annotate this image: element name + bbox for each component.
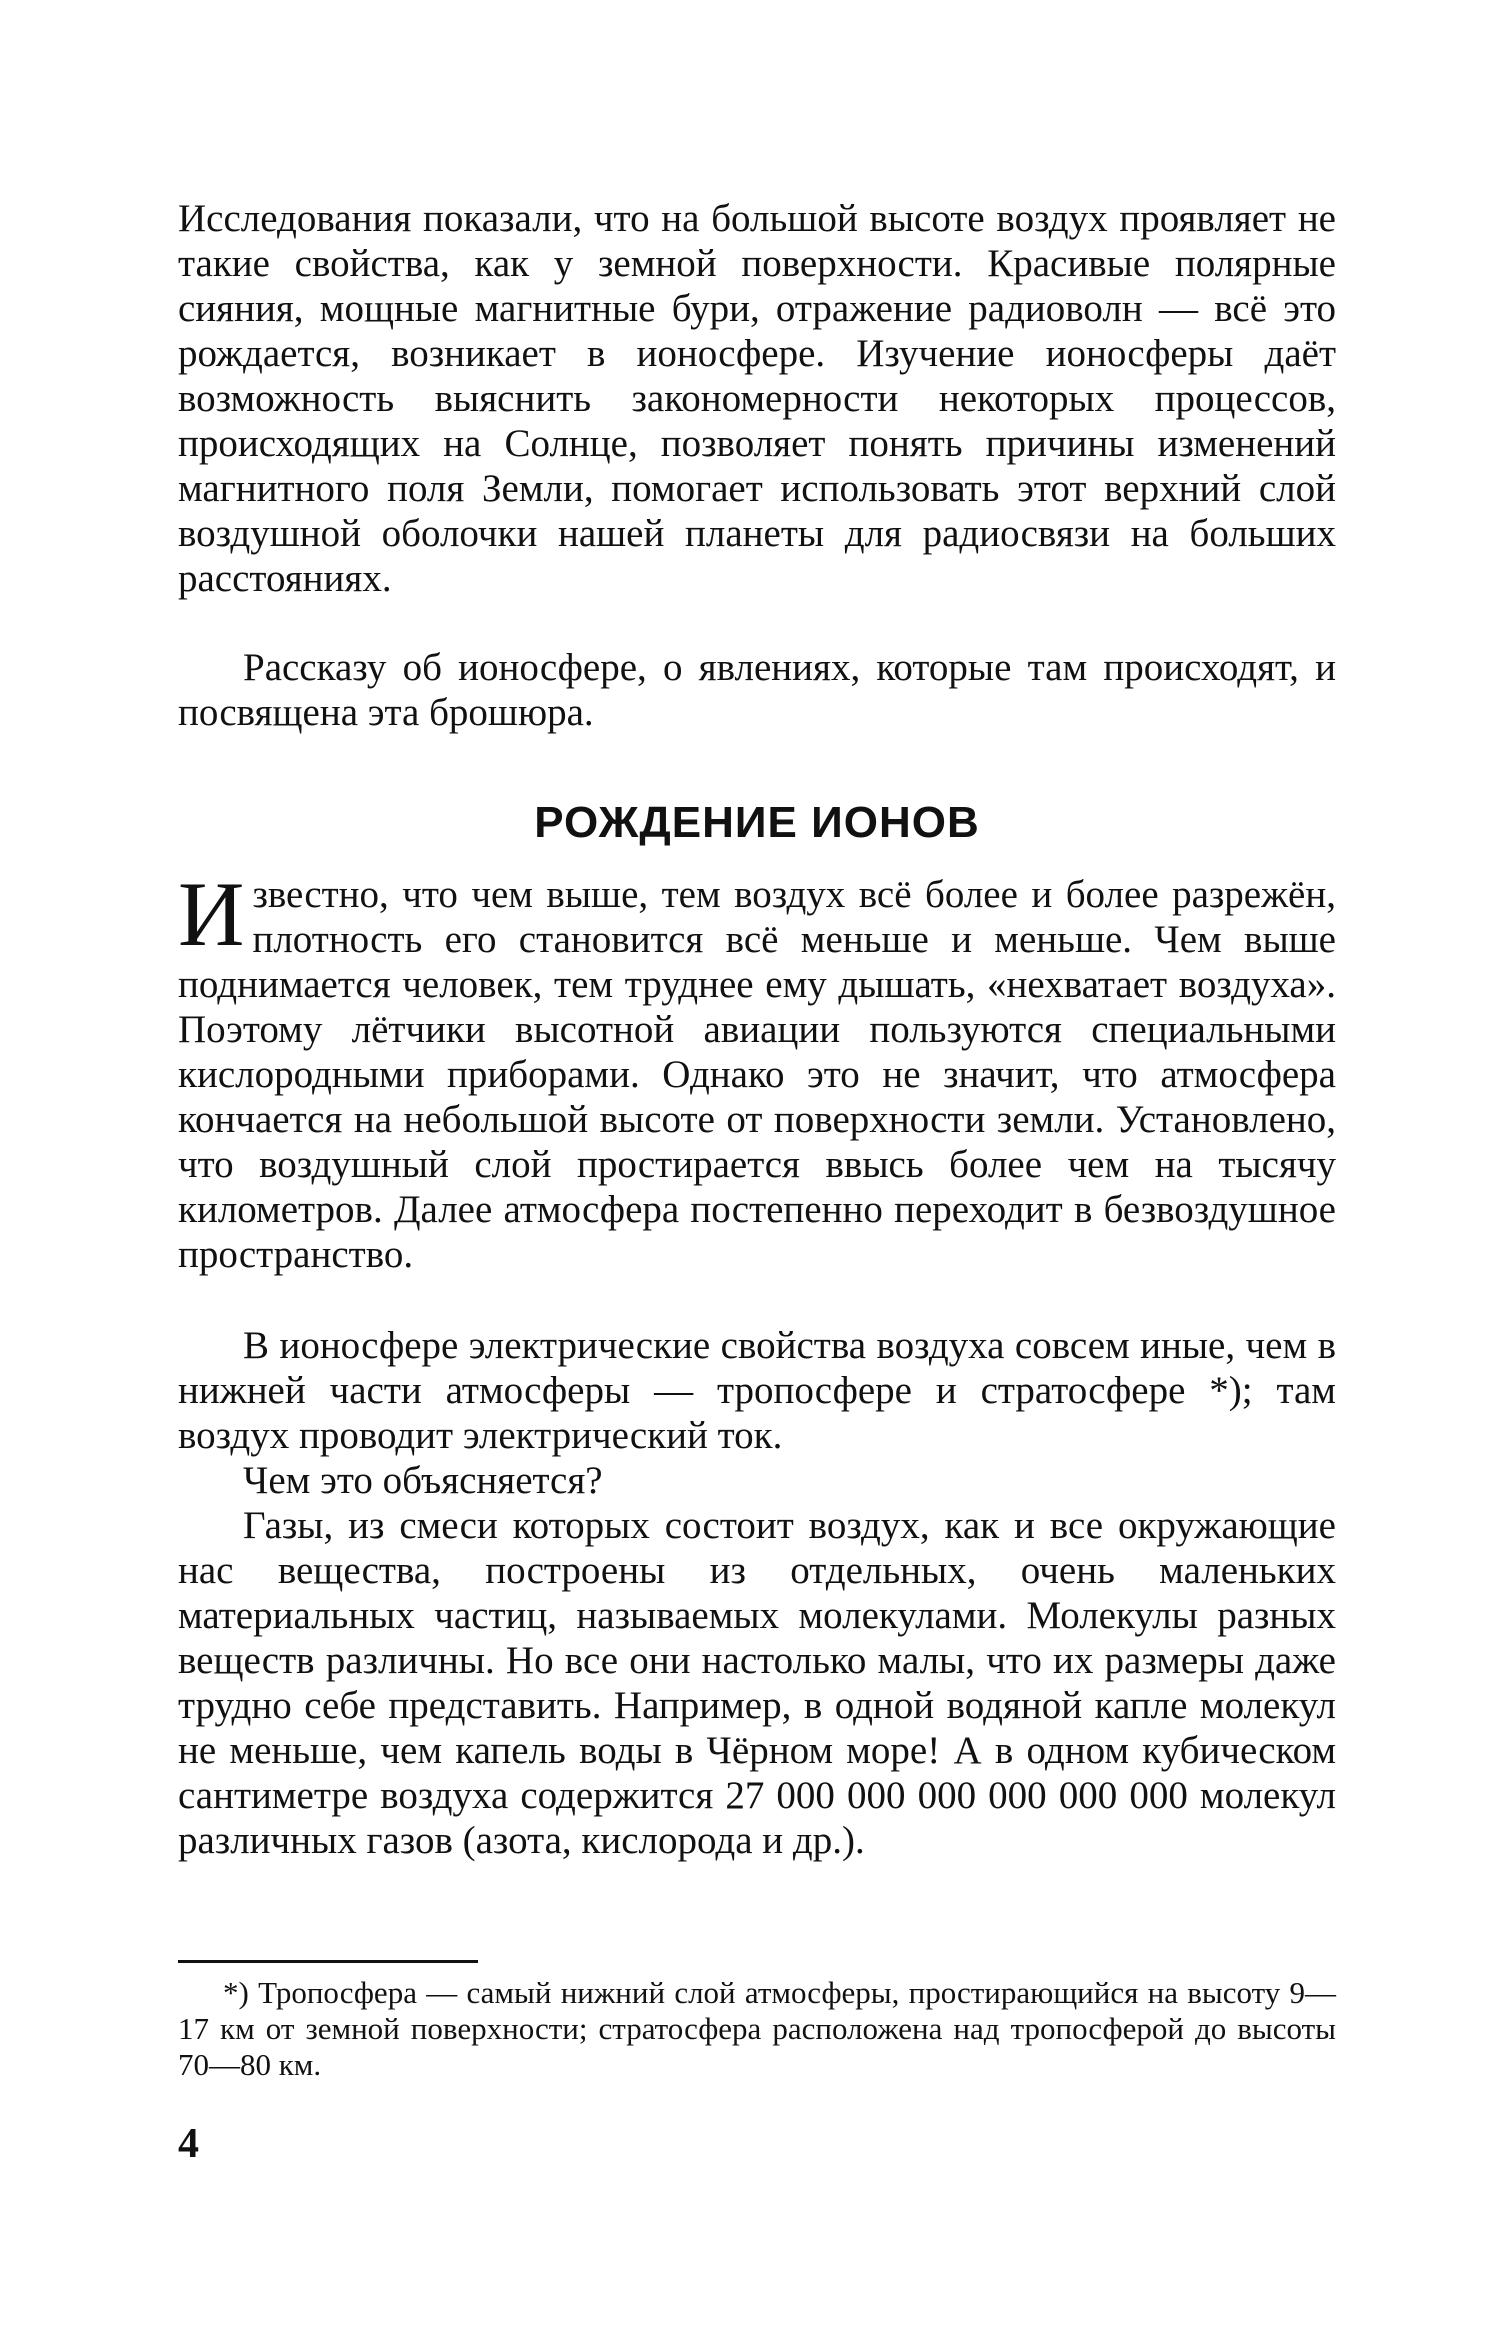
footnote-divider [178, 1960, 478, 1963]
footnote: *) Тропосфера — самый нижний слой атмосферы, простирающийся на высоту 9—17 км от земной поверхности; стратосфера расположена над тропосферой до высоты 70—80 км. [178, 1975, 1336, 2082]
section-paragraph-1-text: звестно, что чем выше, тем воздух всё более и более разрежён, плотность его становится всё меньше и меньше. Чем выше поднимается человек, тем труднее ему дышать, «нехватает воздуха». Поэтому лётчики высотной авиации пользуются специальными кислородными приборами. Однако это не значит, что атмосфера кончается на небольшой высоте от поверхности земли. Установлено, что воздушный слой простирается ввысь более чем на тысячу километров. Далее атмосфера постепенно переходит в безвоздушное пространство. [178, 873, 1336, 1276]
section-paragraph-2: В ионосфере электрические свойства воздуха совсем иные, чем в нижней части атмосферы — тропосфере и стратосфере *); там воздух проводит электрический ток. [178, 1324, 1336, 1457]
section-paragraph-1 [178, 863, 1336, 1277]
page-number: 4 [178, 2121, 199, 2167]
section-paragraph-3: Чем это объясняется? [243, 1459, 603, 1502]
section-heading: РОЖДЕНИЕ ИОНОВ [534, 798, 980, 847]
intro-paragraph-2: Рассказу об ионосфере, о явлениях, которые там происходят, и посвящена эта брошюра. [178, 646, 1336, 734]
drop-cap: И [178, 863, 245, 965]
section-paragraph-4: Газы, из смеси которых состоит воздух, как и все окружающие нас вещества, построены из отдельных, очень маленьких материальных частиц, называемых молекулами. Молекулы разных веществ различны. Но все они настолько малы, что их размеры даже трудно себе представить. Например, в одной водяной капле молекул не меньше, чем капель воды в Чёрном море! А в одном кубическом сантиметре воздуха содержится 27 000 000 000 000 000 000 молекул различных газов (азота, кислорода и др.). [178, 1504, 1336, 1862]
intro-paragraph-1: Исследования показали, что на большой высоте воздух проявляет не такие свойства, как у земной поверхности. Красивые полярные сияния, мощные магнитные бури, отражение радиоволн — всё это рождается, возникает в ионосфере. Изучение ионосферы даёт возможность выяснить закономерности некоторых процессов, происходящих на Солнце, позволяет понять причины изменений магнитного поля Земли, помогает использовать этот верхний слой воздушной оболочки нашей планеты для радиосвязи на больших расстояниях. [178, 197, 1336, 600]
